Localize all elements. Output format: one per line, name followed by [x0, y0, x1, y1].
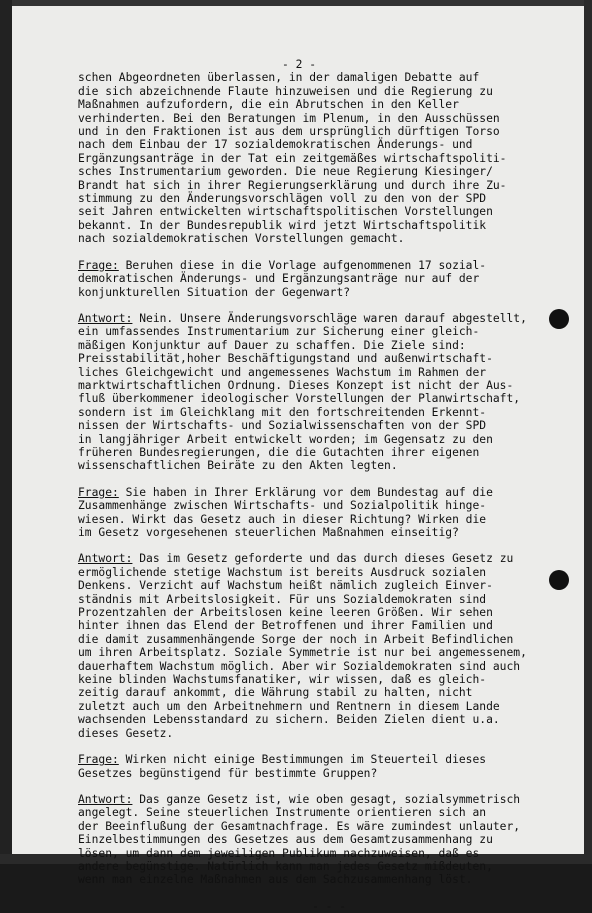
text-line: mäßigen Konjunktur auf Dauer zu schaffen. Die Ziele sind: — [78, 338, 466, 352]
text-line: Wirken nicht einige Bestimmungen im Steuerteil dieses — [118, 753, 487, 767]
text-line: sondern ist im Gleichklang mit den fortschreitenden Erkennt- — [78, 405, 487, 419]
text-line: Beruhen diese in die Vorlage aufgenommenen 17 sozial- — [118, 258, 487, 272]
text-line: Einzelbestimmungen des Gesetzes aus dem Gesamtzusammenhang zu — [78, 833, 493, 847]
scan-edge-left — [0, 0, 12, 864]
text-line: bekannt. In der Bundesrepublik wird jetzt Wirtschaftspolitik — [78, 218, 487, 232]
text-line: der Beeinflußung der Gesamtnachfrage. Es wäre zumindest unlauter, — [78, 819, 521, 833]
text-line: demokratischen Änderungs- und Ergänzungsanträge nur auf der — [78, 272, 480, 286]
text-line: hinter ihnen das Elend der Betroffenen und ihrer Familien und — [78, 619, 493, 633]
page-number: - 2 - — [281, 58, 316, 71]
text-line: Sie haben in Ihrer Erklärung vor dem Bundestag auf die — [118, 485, 493, 499]
text-line: fluß überkommener ideologischer Vorstellungen der Planwirtschaft, — [78, 392, 521, 406]
document-body — [78, 58, 540, 913]
text-line: liches Gleichgewicht und angemessenes Wachstum im Rahmen der — [78, 365, 487, 379]
text-line: stimmung zu den Änderungsvorschlägen voll zu den von der SPD — [78, 192, 487, 206]
text-line: keine blinden Wachstumsfanatiker, wir wissen, daß es gleich- — [78, 673, 487, 687]
text-line: Das im Gesetz geforderte und das durch dieses Gesetz zu — [132, 552, 514, 566]
question-label: Frage: — [78, 258, 119, 272]
answer-1 — [78, 312, 540, 473]
question-label: Frage: — [78, 485, 119, 499]
text-line: Das ganze Gesetz ist, wie oben gesagt, sozialsymmetrisch — [132, 792, 521, 806]
punch-hole-lower — [549, 570, 569, 590]
text-line: und in den Fraktionen ist aus dem ursprünglich dürftigen Torso — [78, 125, 500, 139]
text-line: dieses Gesetz. — [78, 726, 174, 740]
text-line: sches Instrumentarium geworden. Die neue Regierung Kiesinger/ — [78, 165, 493, 179]
answer-2 — [78, 552, 540, 740]
answer-label: Antwort: — [78, 552, 133, 566]
text-line: um ihren Arbeitsplatz. Soziale Symmetrie ist nur bei angemessenem, — [78, 646, 527, 660]
text-line: im Gesetz vorgesehenen steuerlichen Maßnahmen einseitig? — [78, 526, 459, 539]
question-line — [78, 259, 540, 272]
text-line: wachsenden Lebensstandard zu sichern. Beiden Zielen dient u.a. — [78, 713, 500, 727]
answer-line — [78, 312, 540, 325]
question-1 — [78, 259, 540, 299]
text-line: Maßnahmen aufzufordern, die ein Abrutschen in den Keller — [78, 98, 459, 112]
text-line: Ergänzungsanträge in der Tat ein zeitgemäßes wirtschaftspoliti- — [78, 151, 507, 165]
text-line: nissen der Wirtschafts- und Sozialwissenschaften von der SPD — [78, 419, 487, 433]
text-line: lösen, um dann dem jeweiligen Publikum nachzuweisen, daß es — [78, 846, 480, 860]
answer-3 — [78, 793, 540, 887]
text-line: Zusammenhänge zwischen Wirtschafts- und Sozialpolitik hinge- — [78, 499, 487, 513]
text-line: ständnis mit Arbeitslosigkeit. Für uns Sozialdemokraten sind — [78, 592, 487, 606]
text-line: Preisstabilität,hoher Beschäftigungstand und außenwirtschaft- — [78, 352, 493, 366]
intro-paragraph — [78, 71, 540, 245]
text-line: marktwirtschaftlichen Ordnung. Dieses Konzept ist nicht der Aus- — [78, 378, 514, 392]
punch-hole-upper — [549, 309, 569, 329]
text-line: seit Jahren entwickelten wirtschaftspolitischen Vorstellungen — [78, 205, 493, 219]
text-line: angelegt. Seine steuerlichen Instrumente orientieren sich an — [78, 806, 487, 820]
text-line: nach dem Einbau der 17 sozialdemokratischen Änderungs- und — [78, 138, 473, 152]
text-line: früheren Bundesregierungen, die die Gutachten ihrer eigenen — [78, 445, 480, 459]
text-line: Prozentzahlen der Arbeitslosen keine leeren Größen. Wir sehen — [78, 606, 493, 620]
question-line — [78, 753, 540, 766]
text-line: andere begünstige. Natürlich kann man jedes Gesetz mißdeuten, — [78, 859, 493, 873]
scan-edge-top — [0, 0, 592, 6]
text-line: verhinderten. Bei den Beratungen im Plenum, in den Ausschüssen — [78, 111, 500, 125]
answer-line — [78, 793, 540, 806]
question-line — [78, 486, 540, 499]
text-line: konjunkturellen Situation der Gegenwart? — [78, 285, 351, 299]
text-line: wenn man einzelne Maßnahmen aus dem Sachzusammenhang löst. — [78, 873, 473, 887]
text-line: in langjähriger Arbeit entwickelt worden; im Gegensatz zu den — [78, 432, 493, 446]
scan-edge-right — [584, 0, 592, 864]
text-line: ermöglichende stetige Wachstum ist bereits Ausdruck sozialen — [78, 565, 487, 579]
text-line: Gesetzes begünstigend für bestimmte Gruppen? — [78, 766, 378, 780]
text-line: ein umfassendes Instrumentarium zur Sicherung einer gleich- — [78, 325, 480, 339]
question-label: Frage: — [78, 753, 119, 767]
text-line: dauerhaftem Wachstum möglich. Aber wir Sozialdemokraten sind auch — [78, 659, 521, 673]
answer-label: Antwort: — [78, 792, 133, 806]
text-line: wiesen. Wirkt das Gesetz auch in dieser Richtung? Wirken die — [78, 512, 487, 526]
text-line: wissenschaftlichen Beiräte zu den Akten legten. — [78, 459, 398, 473]
continuation-mark: - - - — [311, 899, 346, 913]
text-line: Denkens. Verzicht auf Wachstum heißt nämlich zugleich Einver- — [78, 579, 493, 593]
text-line: zuletzt auch um den Arbeitnehmern und Rentnern in diesem Lande — [78, 699, 500, 713]
text-line: nach sozialdemokratischen Vorstellungen gemacht. — [78, 232, 405, 246]
text-line: die damit zusammenhängende Sorge der noch in Arbeit Befindlichen — [78, 632, 514, 646]
text-line: zeitig darauf ankommt, die Währung stabil zu halten, nicht — [78, 686, 473, 700]
question-3 — [78, 753, 540, 780]
question-2 — [78, 486, 540, 540]
answer-line — [78, 552, 540, 565]
text-line: Brandt hat sich in ihrer Regierungserklärung und durch ihre Zu- — [78, 178, 507, 192]
answer-label: Antwort: — [78, 311, 133, 325]
text-line: die sich abzeichnende Flaute hinzuweisen und die Regierung zu — [78, 84, 493, 98]
text-line: schen Abgeordneten überlassen, in der damaligen Debatte auf — [78, 71, 480, 85]
text-line: Nein. Unsere Änderungsvorschläge waren darauf abgestellt, — [132, 311, 527, 325]
